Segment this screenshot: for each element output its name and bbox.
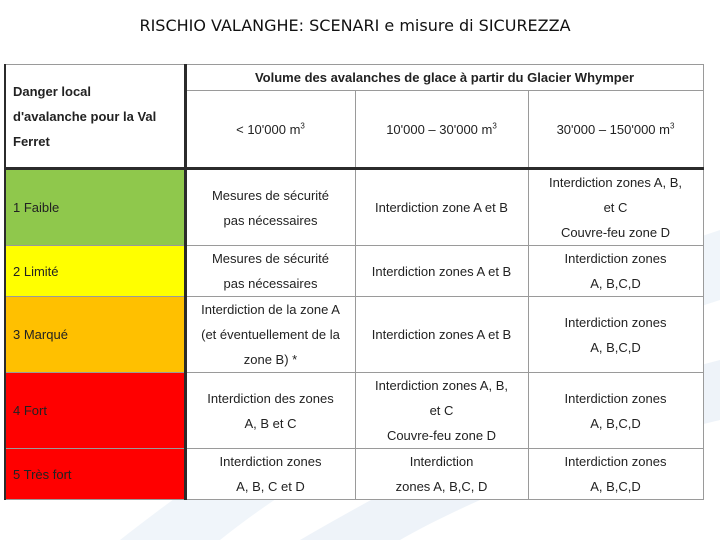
- measure-line: A, B,C,D: [590, 415, 641, 431]
- measure-cell: [528, 297, 703, 373]
- measure-line: pas nécessaires: [223, 212, 318, 228]
- measure-line: A, B,C,D: [590, 339, 641, 355]
- measure-line: Interdiction de la zone A: [201, 302, 340, 317]
- measure-line: Interdiction zones: [564, 314, 667, 330]
- measure-line: Interdiction zones: [564, 454, 667, 469]
- volume-small: < 10'000 $m^3$: [185, 91, 355, 169]
- measure-line: Interdiction des zones: [207, 390, 334, 406]
- risk-level-label: 5 Très fort: [5, 449, 185, 500]
- risk-level-row: [5, 246, 703, 297]
- slide-title: RISCHIO VALANGHE: SCENARI e misure di SICUREZZA: [139, 16, 571, 35]
- risk-level-row: [5, 449, 703, 500]
- measure-line: zones A, B,C, D: [395, 479, 488, 494]
- measure-line: (et éventuellement de la: [201, 327, 340, 342]
- measure-line: pas nécessaires: [223, 276, 318, 291]
- measure-line: Mesures de sécurité: [211, 251, 330, 266]
- risk-level-row: [5, 169, 703, 246]
- measure-cell: [185, 169, 355, 246]
- measure-line: A, B, C et D: [236, 479, 305, 494]
- measure-line: et C: [429, 403, 454, 418]
- corner-line-2: d'avalanche pour la Val: [13, 108, 157, 124]
- measure-line: Interdiction zones A, B,: [375, 378, 508, 393]
- measure-line: Interdiction zones A et B: [371, 327, 512, 342]
- measure-line: Interdiction zones A, B,: [549, 175, 682, 190]
- measure-cell: [355, 297, 528, 373]
- measure-cell: [528, 169, 703, 246]
- risk-level-row: [5, 297, 703, 373]
- measure-line: Interdiction zones A et B: [371, 263, 512, 279]
- measure-cell: [355, 373, 528, 449]
- risk-level-label: 4 Fort: [5, 373, 185, 449]
- measure-cell: [185, 373, 355, 449]
- measure-cell: [355, 246, 528, 297]
- measure-line: A, B et C: [244, 415, 297, 431]
- corner-line-1: Danger local: [13, 83, 92, 99]
- measure-cell: [185, 449, 355, 500]
- corner-header: [5, 65, 185, 169]
- measure-line: Interdiction zone A et B: [375, 200, 508, 215]
- risk-level-label: 2 Limité: [5, 246, 185, 297]
- measure-cell: [185, 246, 355, 297]
- measure-line: A, B,C,D: [590, 276, 641, 291]
- measure-cell: [185, 297, 355, 373]
- risk-level-row: [5, 373, 703, 449]
- measure-line: Interdiction: [409, 454, 474, 469]
- volume-header: Volume des avalanches de glace à partir du Glacier Whymper: [185, 65, 703, 91]
- measure-cell: [528, 373, 703, 449]
- measure-line: zone B) *: [243, 352, 298, 367]
- avalanche-risk-table-container: [4, 64, 702, 494]
- measure-line: A, B,C,D: [590, 479, 641, 494]
- measure-cell: [355, 449, 528, 500]
- measure-line: Couvre-feu zone D: [560, 225, 671, 240]
- measure-line: Interdiction zones: [564, 390, 667, 406]
- measure-line: Couvre-feu zone D: [386, 428, 497, 443]
- measure-cell: [355, 169, 528, 246]
- measure-line: et C: [603, 200, 628, 215]
- risk-rows: [5, 169, 703, 500]
- avalanche-risk-table: [4, 64, 704, 500]
- measure-cell: [528, 449, 703, 500]
- volume-large: 30'000 – 150'000 $m^3$: [528, 91, 703, 169]
- measure-line: Interdiction zones: [564, 251, 667, 266]
- corner-line-3: Ferret: [13, 133, 50, 149]
- measure-line: Mesures de sécurité: [211, 187, 330, 203]
- measure-cell: [528, 246, 703, 297]
- measure-line: Interdiction zones: [219, 454, 322, 469]
- risk-level-label: 3 Marqué: [5, 297, 185, 373]
- risk-level-label: 1 Faible: [5, 169, 185, 246]
- volume-medium: 10'000 – 30'000 $m^3$: [355, 91, 528, 169]
